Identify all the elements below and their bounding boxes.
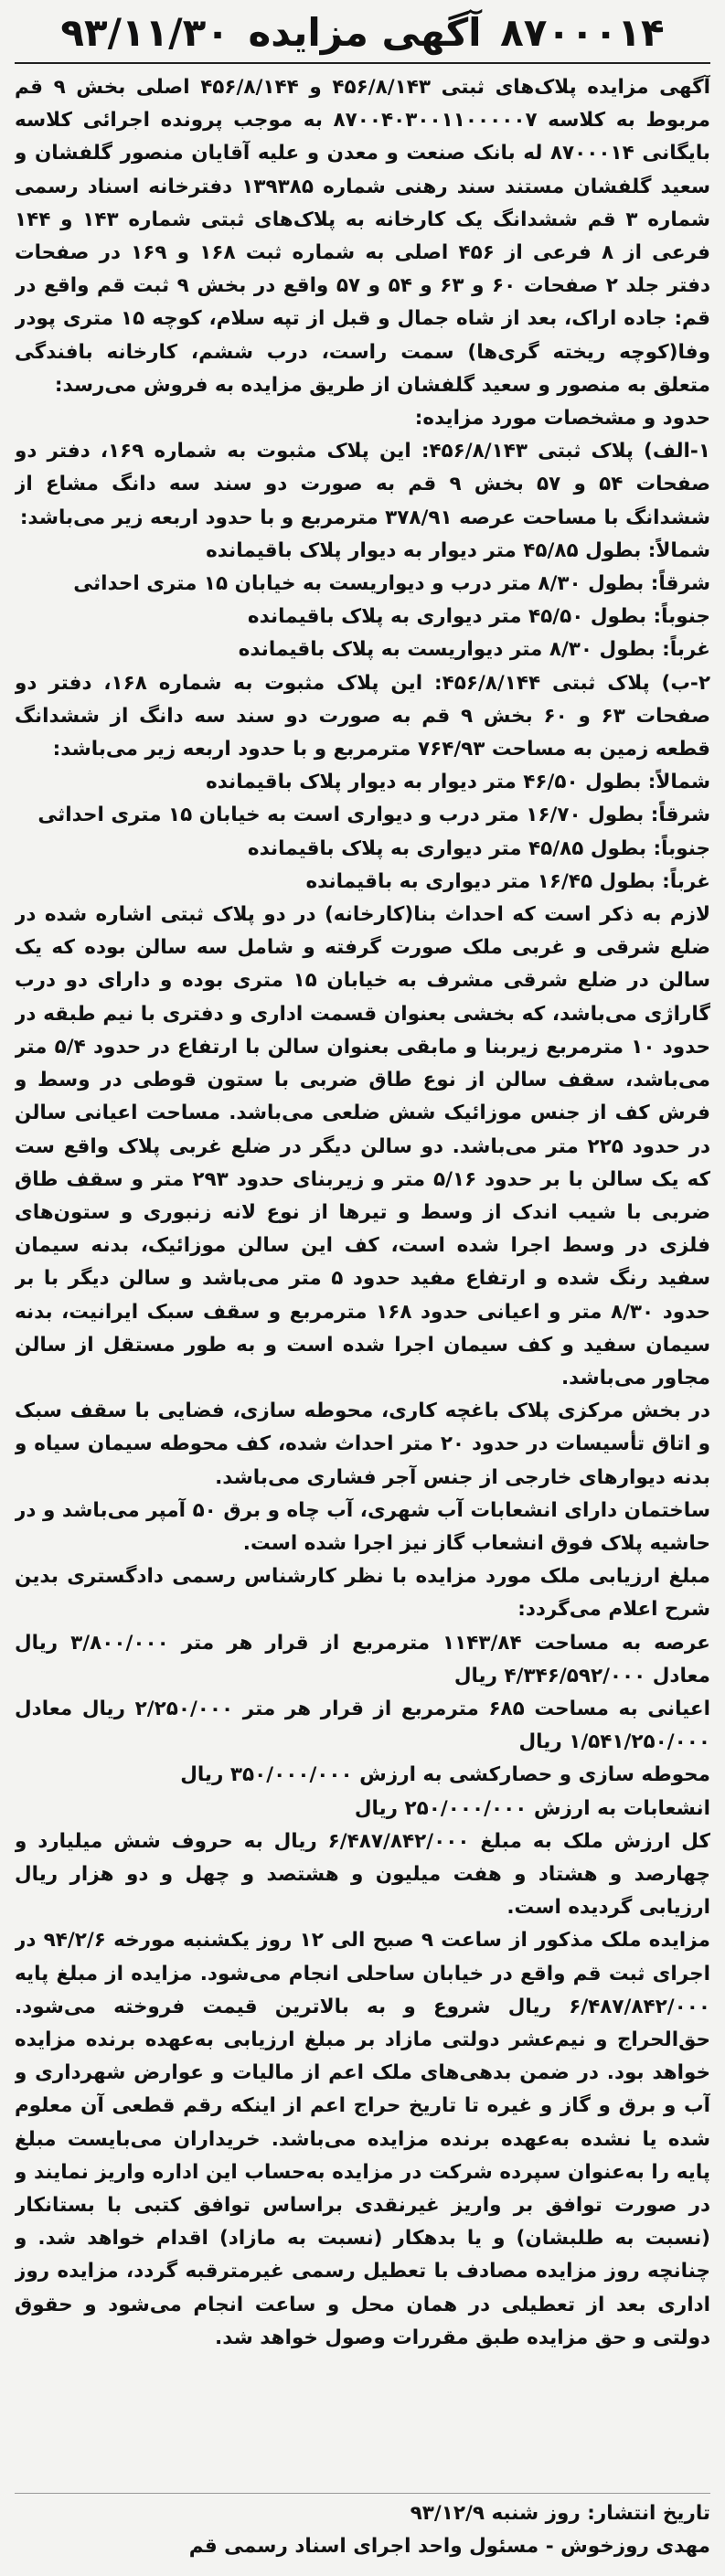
notice-body: [15, 71, 710, 2493]
notice-footer: [15, 2493, 710, 2563]
plot-a-west: غرباً: بطول ۸/۳۰ متر دیواریست به پلاک باقیمانده: [238, 638, 710, 662]
building-description: لازم به ذکر است که احداث بنا(کارخانه) در دو پلاک ثبتی اشاره شده در ضلع شرقی و غربی ملک صورت گرفته و شامل سه سالن بوده که یک سالن در ضلع شرقی مشرف به خیابان ۱۵ متری بوده و دارای دو درب گاراژی می‌باشد، که بخشی بعنوان قسمت اداری و دفتری با نیم طبقه در حدود ۱۰ مترمربع زیربنا و مابقی بعنوان سالن با ارتفاع در حدود ۵/۴ متر می‌باشد، سقف سالن از نوع طاق ضربی با ستون قوطی در وسط و فرش کف از جنس موزائیک شش ضلعی می‌باشد. مساحت اعیانی سالن در حدود ۲۲۵ متر می‌باشد. دو سالن دیگر در ضلع غربی پلاک واقع ست که یک سالن با بر حدود ۵/۱۶ متر و زیربنای حدود ۲۹۳ متر و سقف طاق ضربی با شیب اندک از وسط و تیرها از نوع لانه زنبوری و ستون‌های فلزی در وسط اجرا شده است، کف این سالن موزائیک، بدنه سیمان سفید رنگ شده و ارتفاع مفید حدود ۵ متر می‌باشد و سالن دیگر با بر حدود ۸/۳۰ متر و اعیانی حدود ۱۶۸ مترمربع و سقف سبک ایرانیت، بدنه سیمان سفید و کف سیمان اجرا شده است و به طور مستقل از سالن مجاور می‌باشد.: [15, 903, 710, 1389]
plot-b-west: غرباً: بطول ۱۶/۴۵ متر دیواری به باقیمانده: [305, 869, 710, 893]
notice-code: ۸۷۰۰۰۱۴: [500, 10, 665, 55]
valuation-total: کل ارزش ملک به مبلغ ۶/۴۸۷/۸۴۲/۰۰۰ ریال به حروف شش میلیارد و چهارصد و هشتاد و هفت میلیون و هشتصد و چهل و دو هزار ریال ارزیابی گردیده است.: [15, 1829, 710, 1920]
intro-paragraph: آگهی مزایده پلاک‌های ثبتی ۴۵۶/۸/۱۴۳ و ۴۵۶/۸/۱۴۴ اصلی بخش ۹ قم مربوط به کلاسه ۸۷۰۰۴۰۳۰۰۱۱۰۰۰۰۰۷ به موجب پرونده اجرائی کلاسه بایگانی ۸۷۰۰۰۱۴ له بانک صنعت و معدن و علیه آقایان منصور گلفشان و سعید گلفشان مستند سند رهنی شماره ۱۳۹۳۸۵ دفترخانه اسناد رسمی شماره ۳ قم ششدانگ یک کارخانه به پلاک‌های ثبتی شماره ۱۴۳ و ۱۴۴ فرعی از ۸ فرعی از ۴۵۶ اصلی به شماره ثبت ۱۶۸ و ۱۶۹ در صفحات دفتر جلد ۲ صفحات ۶۰ و ۶۳ و ۵۴ و ۵۷ واقع در بخش ۹ ثبت قم واقع در قم: جاده اراک، بعد از شاه جمال و قبل از تپه سلام، کوچه ۱۵ متری پودر وفا(کوچه ریخته گری‌ها) سمت راست، درب ششم، کارخانه بافندگی متعلق به منصور و سعید گلفشان از طریق مزایده به فروش می‌رسد:: [15, 76, 710, 397]
utilities-description: ساختمان دارای انشعابات آب شهری، آب چاه و برق ۵۰ آمپر می‌باشد و در حاشیه پلاک فوق انشعاب گاز نیز اجرا شده است.: [15, 1498, 710, 1555]
plot-a-east: شرقاً: بطول ۸/۳۰ متر درب و دیواریست به خیابان ۱۵ متری احداثی: [73, 572, 710, 596]
valuation-landscaping: محوطه سازی و حصارکشی به ارزش ۳۵۰/۰۰۰/۰۰۰ ریال: [180, 1763, 710, 1787]
valuation-utilities: انشعابات به ارزش ۲۵۰/۰۰۰/۰۰۰ ریال: [354, 1796, 710, 1820]
plot-b-south: جنوباً: بطول ۴۵/۸۵ متر دیواری به پلاک باقیمانده: [247, 836, 710, 860]
auction-terms: مزایده ملک مذکور از ساعت ۹ صبح الی ۱۲ روز یکشنبه مورخه ۹۴/۲/۶ در اجرای ثبت قم واقع در خیابان ساحلی انجام می‌شود. مزایده از مبلغ پایه ۶/۴۸۷/۸۴۲/۰۰۰ ریال شروع و به بالاترین قیمت فروخته می‌شود. حق‌الحراج و نیم‌عشر دولتی مازاد بر مبلغ ارزیابی به‌عهده برنده مزایده خواهد بود. در ضمن بدهی‌های ملک اعم از مالیات و عوارض شهرداری و آب و برق و گاز و غیره تا تاریخ حراج اعم از اینکه رقم قطعی آن معلوم شده یا نشده به‌عهده برنده مزایده می‌باشد. خریداران می‌بایست مبلغ پایه را به‌عنوان سپرده شرکت در مزایده به‌حساب این اداره واریز نمایند و در صورت توافق بر واریز غیرنقدی براساس توافق کتبی با بستانکار (نسبت به طلبشان) و یا بدهکار (نسبت به مازاد) اقدام خواهد شد. و چنانچه روز مزایده مصادف با تعطیل رسمی غیرمترقبه گردد، مزایده روز اداری بعد از تعطیلی در همان محل و ساعت انجام می‌شود و حقوق دولتی و حق مزایده طبق مقررات وصول خواهد شد.: [15, 1929, 710, 2349]
notice-date: ۹۳/۱۱/۳۰: [60, 10, 229, 55]
notice-title: آگهی مزایده: [248, 10, 482, 55]
valuation-heading: مبلغ ارزیابی ملک مورد مزایده با نظر کارشناس رسمی دادگستری بدین شرح اعلام می‌گردد:: [15, 1565, 710, 1622]
signature-line: مهدی روزخوش - مسئول واحد اجرای اسناد رسمی قم: [188, 2535, 710, 2558]
plot-b-description: ۲-ب) پلاک ثبتی ۴۵۶/۸/۱۴۴: این پلاک مثبوت به شماره ۱۶۸، دفتر دو صفحات ۶۳ و ۶۰ بخش ۹ قم به صورت دو سند سه دانگ از ششدانگ قطعه زمین به مساحت ۷۶۴/۹۳ مترمربع و با حدود اربعه زیر می‌باشد:: [15, 671, 710, 761]
plot-b-east: شرقاً: بطول ۱۶/۷۰ متر درب و دیواری است به خیابان ۱۵ متری احداثی: [37, 804, 710, 827]
central-area-description: در بخش مرکزی پلاک باغچه کاری، محوطه سازی، فضایی با سقف سبک و اتاق تأسیسات در حدود ۲۰ متر احداث شده، کف محوطه سیمان سیاه و بدنه دیوارهای خارجی از جنس آجر فشاری می‌باشد.: [15, 1400, 710, 1489]
notice-header: [15, 9, 710, 64]
valuation-land: عرصه به مساحت ۱۱۴۳/۸۴ مترمربع از قرار هر متر ۳/۸۰۰/۰۰۰ ریال معادل ۴/۳۴۶/۵۹۲/۰۰۰ ریال: [15, 1631, 710, 1687]
publish-date: تاریخ انتشار: روز شنبه ۹۳/۱۲/۹: [410, 2502, 710, 2525]
valuation-building: اعیانی به مساحت ۶۸۵ مترمربع از قرار هر متر ۲/۲۵۰/۰۰۰ ریال معادل ۱/۵۴۱/۲۵۰/۰۰۰ ریال: [15, 1697, 710, 1754]
plot-a-north: شمالاً: بطول ۴۵/۸۵ متر دیوار به دیوار پلاک باقیمانده: [206, 538, 710, 562]
specs-heading: حدود و مشخصات مورد مزایده:: [414, 407, 710, 431]
plot-a-south: جنوباً: بطول ۴۵/۵۰ متر دیواری به پلاک باقیمانده: [247, 605, 710, 629]
plot-b-north: شمالاً: بطول ۴۶/۵۰ متر دیوار به دیوار پلاک باقیمانده: [206, 771, 710, 794]
plot-a-description: ۱-الف) پلاک ثبتی ۴۵۶/۸/۱۴۳: این پلاک مثبوت به شماره ۱۶۹، دفتر دو صفحات ۵۴ و ۵۷ بخش ۹ قم به صورت دو سند سه دانگ مشاع از ششدانگ با مساحت عرصه ۳۷۸/۹۱ مترمربع و با حدود اربعه زیر می‌باشد:: [15, 440, 710, 529]
